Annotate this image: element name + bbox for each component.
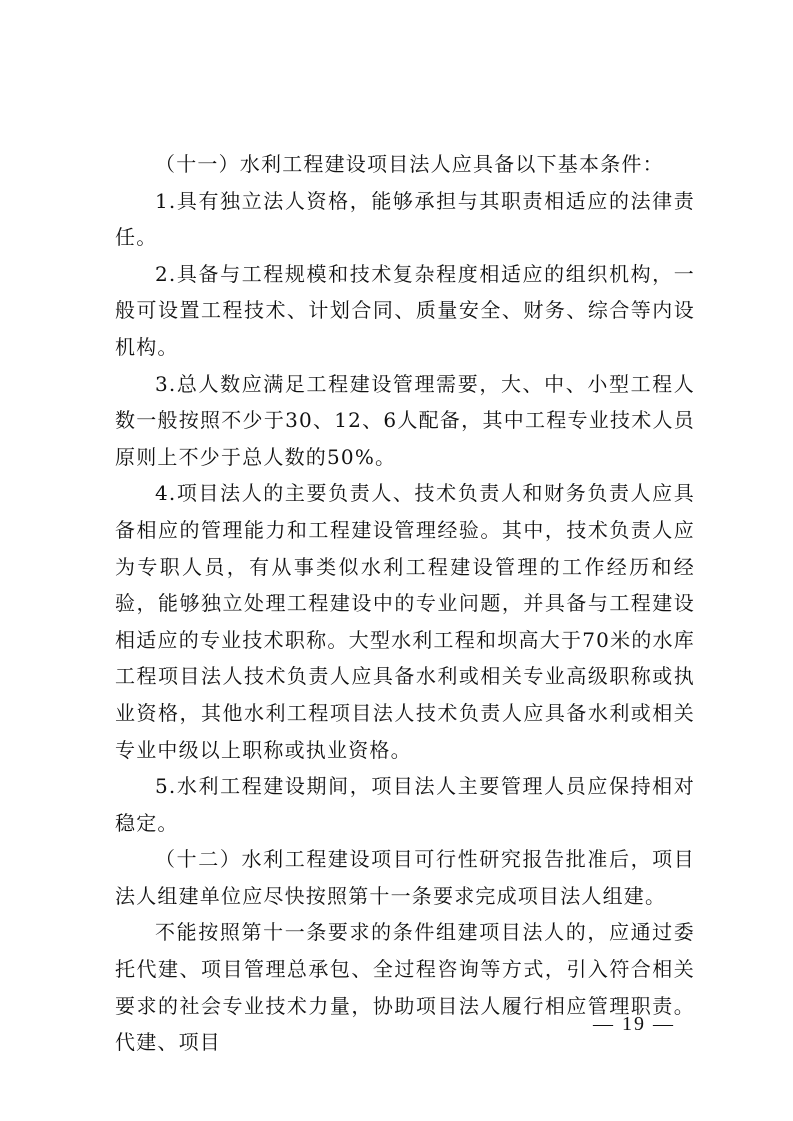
- condition-4-paragraph: 4.项目法人的主要负责人、技术负责人和财务负责人应具备相应的管理能力和工程建设管理经验。其中，技术负责人应为专职人员，有从事类似水利工程建设管理的工作经历和经验，能够独立处理工程建设中的专业问题，并具备与工程建设相适应的专业技术职称。大型水利工程和坝高大于70米的水库工程项目法人技术负责人应具备水利或相关专业高级职称或执业资格，其他水利工程项目法人技术负责人应具备水利或相关专业中级以上职称或执业资格。: [115, 481, 695, 762]
- section-11-heading: （十一）水利工程建设项目法人应具备以下基本条件：: [155, 152, 664, 176]
- condition-2-paragraph: 2.具备与工程规模和技术复杂程度相适应的组织机构，一般可设置工程技术、计划合同、质量安全、财务、综合等内设机构。: [115, 261, 695, 359]
- page-number: — 19 —: [593, 1013, 675, 1035]
- document-body: [115, 146, 695, 1061]
- section-12-paragraph: （十二）水利工程建设项目可行性研究报告批准后，项目法人组建单位应尽快按照第十一条要求完成项目法人组建。: [115, 847, 695, 908]
- condition-1-paragraph: 1.具有独立法人资格，能够承担与其职责相适应的法律责任。: [115, 188, 695, 250]
- condition-3-paragraph: 3.总人数应满足工程建设管理需要，大、中、小型工程人数一般按照不少于30、12、6人配备，其中工程专业技术人员原则上不少于总人数的50%。: [115, 371, 695, 469]
- section-12-continuation-paragraph: 不能按照第十一条要求的条件组建项目法人的，应通过委托代建、项目管理总承包、全过程咨询等方式，引入符合相关要求的社会专业技术力量，协助项目法人履行相应管理职责。代建、项目: [115, 920, 695, 1055]
- condition-5-paragraph: 5.水利工程建设期间，项目法人主要管理人员应保持相对稳定。: [115, 774, 695, 835]
